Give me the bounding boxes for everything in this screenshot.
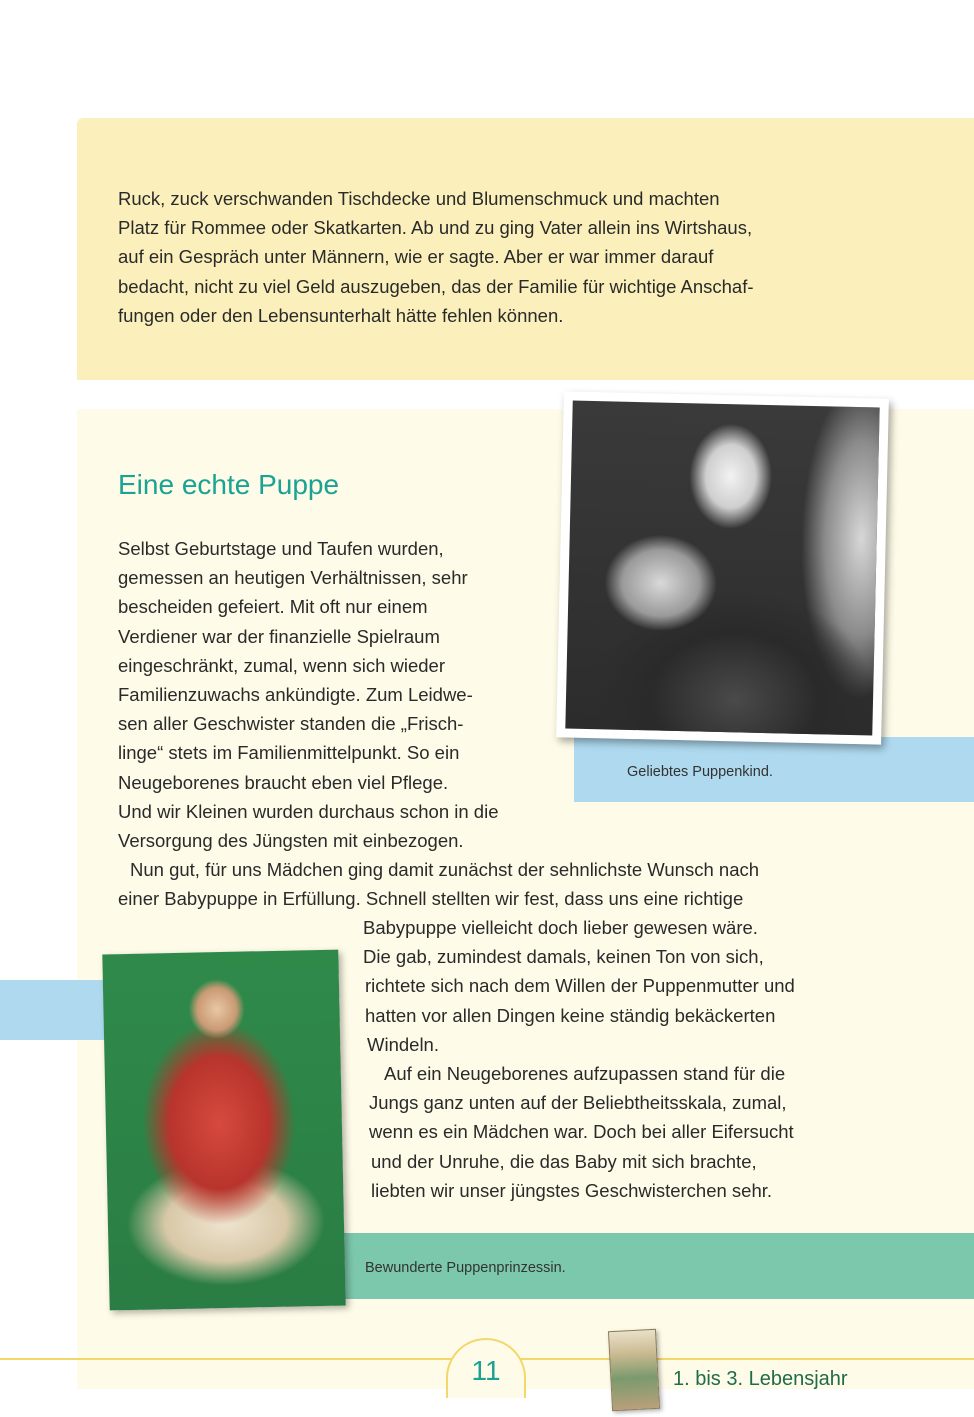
section-paragraph-right: Babypuppe vielleicht doch lieber gewesen wäre. Die gab, zumindest damals, keinen Ton von sich, richtete sich nach dem Willen der Puppenmutter und hatten vor allen Dingen keine ständig bekäckerten Windeln. Auf ein Neugeborenes aufzupassen stand für die Jungs ganz unten auf der Beliebtheitsskala, zumal, wenn es ein Mädchen war. Doch bei aller Eifersucht und der Unruhe, die das Baby mit sich brachte, liebten wir unser jüngstes Geschwisterchen sehr. (363, 917, 795, 1201)
chapter-label: 1. bis 3. Lebensjahr (673, 1368, 848, 1390)
intro-paragraph: Ruck, zuck verschwanden Tischdecke und Blumenschmuck und machten Platz für Rommee oder Skatkarten. Ab und zu ging Vater allein ins Wirtshaus, auf ein Gespräch unter Männern, wie er sagte. Aber er war immer darauf bedacht, nicht zu viel Geld auszugeben, das der Familie für wichtige Anschaf- fungen oder den Lebensunterhalt hätte fehlen können. (118, 188, 754, 326)
caption-bar-left-accent (0, 980, 120, 1040)
section-paragraph-wide: Nun gut, für uns Mädchen ging damit zunächst der sehnlichste Wunsch nach einer Babypuppe in Erfüllung. Schnell stellten wir fest, dass uns eine richtige (118, 859, 760, 910)
photo-child-with-doll-image (565, 401, 879, 736)
photo-caption-2: Bewunderte Puppenprinzessin. (365, 1260, 566, 1276)
photo-doll-princess (102, 950, 345, 1311)
photo-child-with-doll (556, 391, 889, 744)
section-heading: Eine echte Puppe (118, 469, 340, 500)
page-number: 11 (471, 1355, 501, 1386)
section-paragraph-left: Selbst Geburtstage und Taufen wurden, gemessen an heutigen Verhältnissen, sehr bescheiden gefeiert. Mit oft nur einem Verdiener war der finanzielle Spielraum eingeschränkt, zumal, wenn sich wieder Familienzuwachs ankündigte. Zum Leidwe- sen aller Geschwister standen die „Frisch- linge“ stets im Familienmittelpunkt. So ein Neugeborenes braucht eben viel Pflege. Und wir Kleinen wurden durchaus schon in die Versorgung des Jüngsten mit einbezogen. (118, 538, 499, 852)
photo-caption-1: Geliebtes Puppenkind. (627, 764, 773, 780)
book-cover-icon (608, 1329, 660, 1411)
